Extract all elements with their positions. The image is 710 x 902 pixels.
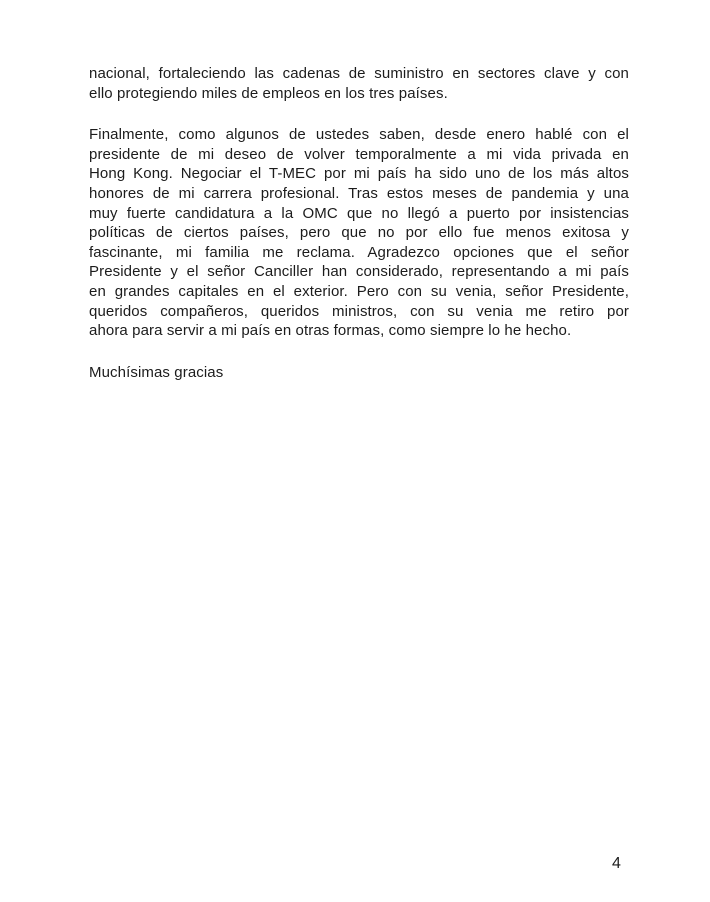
- closing-line: Muchísimas gracias: [89, 363, 224, 381]
- paragraph-2-line-1: Finalmente, como algunos de ustedes saben, desde enero hablé con el: [89, 126, 629, 144]
- page-number: 4: [612, 855, 621, 872]
- paragraph-2: [89, 125, 629, 341]
- paragraph-1-line-1: nacional, fortaleciendo las cadenas de suministro en sectores clave y con: [89, 65, 629, 82]
- paragraph-2-line-5: muy fuerte candidatura a la OMC que no llegó a puerto por insistencias: [89, 204, 629, 222]
- paragraph-2-line-8: Presidente y el señor Canciller han considerado, representando a mi país: [89, 263, 629, 281]
- paragraph-1-line-2: ello protegiendo miles de empleos en los tres países.: [89, 84, 448, 102]
- paragraph-2-line-10: queridos compañeros, queridos ministros, con su venia me retiro por: [89, 302, 629, 320]
- paragraph-2-line-9: en grandes capitales en el exterior. Pero con su venia, señor Presidente,: [89, 282, 629, 300]
- paragraph-2-line-11: ahora para servir a mi país en otras formas, como siempre lo he hecho.: [89, 322, 572, 340]
- paragraph-2-line-4: honores de mi carrera profesional. Tras estos meses de pandemia y una: [89, 184, 629, 202]
- paragraph-2-line-2: presidente de mi deseo de volver temporalmente a mi vida privada en: [89, 145, 629, 163]
- paragraph-2-line-3: Hong Kong. Negociar el T-MEC por mi país ha sido uno de los más altos: [89, 165, 629, 183]
- paragraph-2-line-6: políticas de ciertos países, pero que no por ello fue menos exitosa y: [89, 224, 629, 242]
- paragraph-1: [89, 64, 629, 103]
- paragraph-2-line-7: fascinante, mi familia me reclama. Agradezco opciones que el señor: [89, 243, 629, 261]
- document-body: [89, 64, 629, 404]
